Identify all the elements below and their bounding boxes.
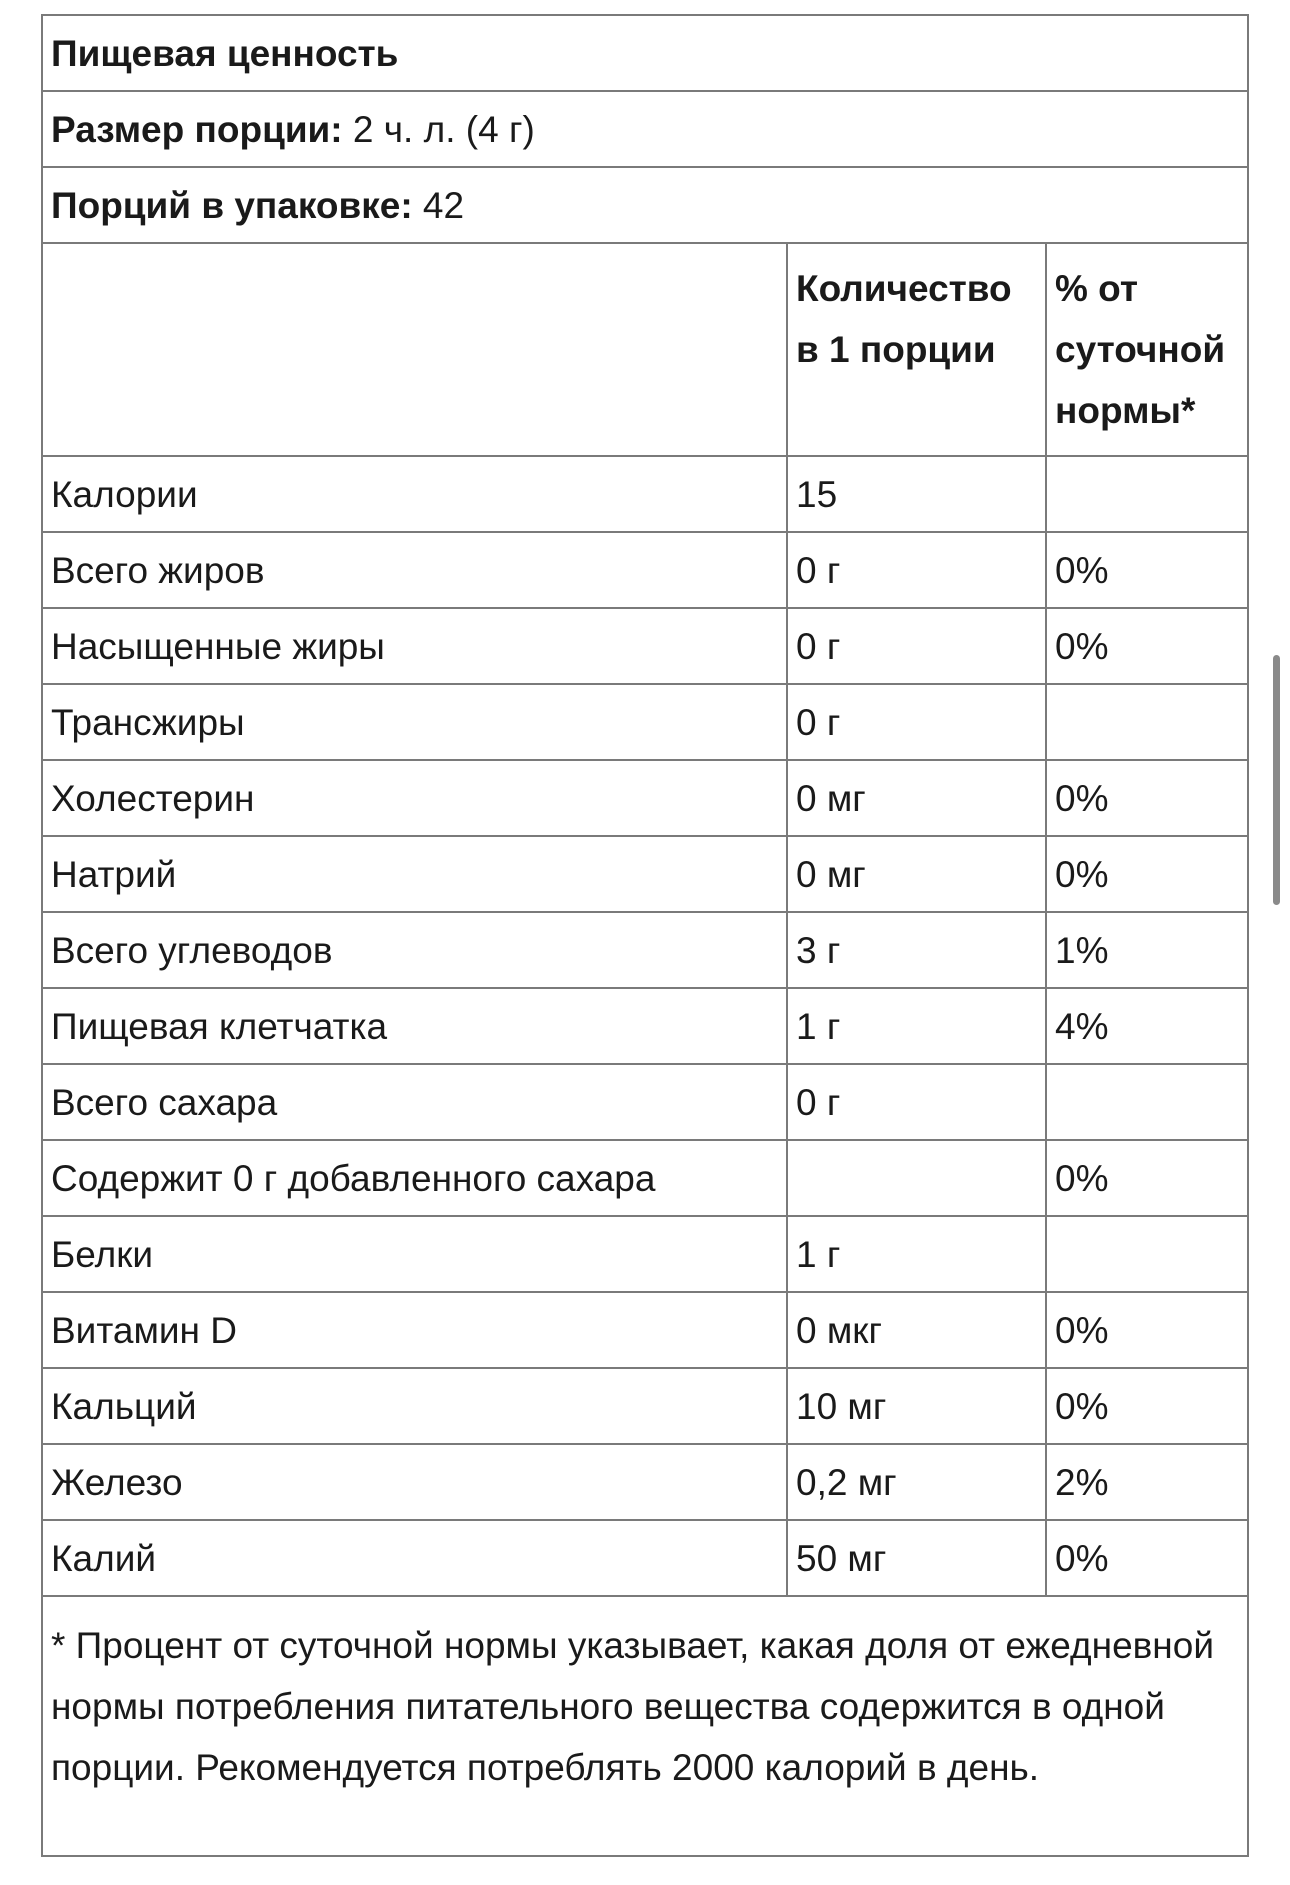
nutrient-name: Натрий <box>42 836 787 912</box>
table-row <box>42 684 1248 760</box>
nutrient-amount <box>787 1140 1046 1216</box>
servings-per-container <box>42 167 1248 243</box>
table-row <box>42 1064 1248 1140</box>
footnote: * Процент от суточной нормы указывает, какая доля от ежедневной нормы потребления питательного вещества содержится в одной порции. Рекомендуется потреблять 2000 калорий в день. <box>42 1596 1248 1856</box>
column-header-row <box>42 243 1248 456</box>
nutrient-daily-value: 0% <box>1046 1292 1248 1368</box>
table-row <box>42 1140 1248 1216</box>
nutrient-amount: 1 г <box>787 988 1046 1064</box>
table-row <box>42 1520 1248 1596</box>
nutrient-daily-value: 4% <box>1046 988 1248 1064</box>
nutrient-daily-value <box>1046 684 1248 760</box>
nutrient-name: Всего сахара <box>42 1064 787 1140</box>
nutrient-amount: 0 мг <box>787 836 1046 912</box>
table-row <box>42 1292 1248 1368</box>
nutrient-name: Всего углеводов <box>42 912 787 988</box>
footnote-row <box>42 1596 1248 1856</box>
nutrient-daily-value: 0% <box>1046 836 1248 912</box>
table-row <box>42 836 1248 912</box>
nutrient-amount: 0,2 мг <box>787 1444 1046 1520</box>
nutrient-amount: 50 мг <box>787 1520 1046 1596</box>
nutrient-name: Холестерин <box>42 760 787 836</box>
nutrient-name: Пищевая клетчатка <box>42 988 787 1064</box>
servings-per-container-label: Порций в упаковке: <box>51 184 413 226</box>
serving-size-row <box>42 91 1248 167</box>
nutrient-name: Белки <box>42 1216 787 1292</box>
title-row <box>42 15 1248 91</box>
nutrient-amount: 0 мг <box>787 760 1046 836</box>
nutrient-daily-value: 0% <box>1046 608 1248 684</box>
serving-size-label: Размер порции: <box>51 108 343 150</box>
table-row <box>42 912 1248 988</box>
nutrient-name: Трансжиры <box>42 684 787 760</box>
nutrient-name: Железо <box>42 1444 787 1520</box>
nutrient-daily-value <box>1046 1064 1248 1140</box>
nutrient-daily-value: 0% <box>1046 532 1248 608</box>
nutrient-daily-value: 0% <box>1046 1520 1248 1596</box>
table-row <box>42 1368 1248 1444</box>
nutrient-amount: 10 мг <box>787 1368 1046 1444</box>
table-row <box>42 760 1248 836</box>
nutrient-amount: 15 <box>787 456 1046 532</box>
table-row <box>42 608 1248 684</box>
nutrition-facts-table <box>41 14 1249 1857</box>
table-row <box>42 456 1248 532</box>
servings-per-container-value: 42 <box>422 184 465 226</box>
nutrient-amount: 0 г <box>787 608 1046 684</box>
nutrient-amount: 0 г <box>787 684 1046 760</box>
nutrient-daily-value: 2% <box>1046 1444 1248 1520</box>
header-daily-value: % от суточной нормы* <box>1046 243 1248 456</box>
serving-size <box>42 91 1248 167</box>
table-row <box>42 1444 1248 1520</box>
servings-per-container-row <box>42 167 1248 243</box>
nutrient-daily-value <box>1046 1216 1248 1292</box>
nutrient-amount: 1 г <box>787 1216 1046 1292</box>
nutrient-name: Калории <box>42 456 787 532</box>
nutrient-name: Содержит 0 г добавленного сахара <box>42 1140 787 1216</box>
nutrient-name: Насыщенные жиры <box>42 608 787 684</box>
vertical-scrollbar[interactable] <box>1273 655 1280 905</box>
table-row <box>42 988 1248 1064</box>
nutrient-daily-value: 1% <box>1046 912 1248 988</box>
nutrient-name: Всего жиров <box>42 532 787 608</box>
nutrient-name: Витамин D <box>42 1292 787 1368</box>
header-amount: Количество в 1 порции <box>787 243 1046 456</box>
nutrient-amount: 3 г <box>787 912 1046 988</box>
serving-size-value: 2 ч. л. (4 г) <box>352 108 535 150</box>
nutrient-daily-value <box>1046 456 1248 532</box>
nutrient-daily-value: 0% <box>1046 760 1248 836</box>
nutrient-amount: 0 г <box>787 532 1046 608</box>
nutrient-daily-value: 0% <box>1046 1140 1248 1216</box>
table-row <box>42 1216 1248 1292</box>
table-row <box>42 532 1248 608</box>
nutrient-name: Кальций <box>42 1368 787 1444</box>
nutrient-amount: 0 г <box>787 1064 1046 1140</box>
nutrient-daily-value: 0% <box>1046 1368 1248 1444</box>
nutrient-name: Калий <box>42 1520 787 1596</box>
table-title: Пищевая ценность <box>42 15 1248 91</box>
header-empty-cell <box>42 243 787 456</box>
nutrient-amount: 0 мкг <box>787 1292 1046 1368</box>
